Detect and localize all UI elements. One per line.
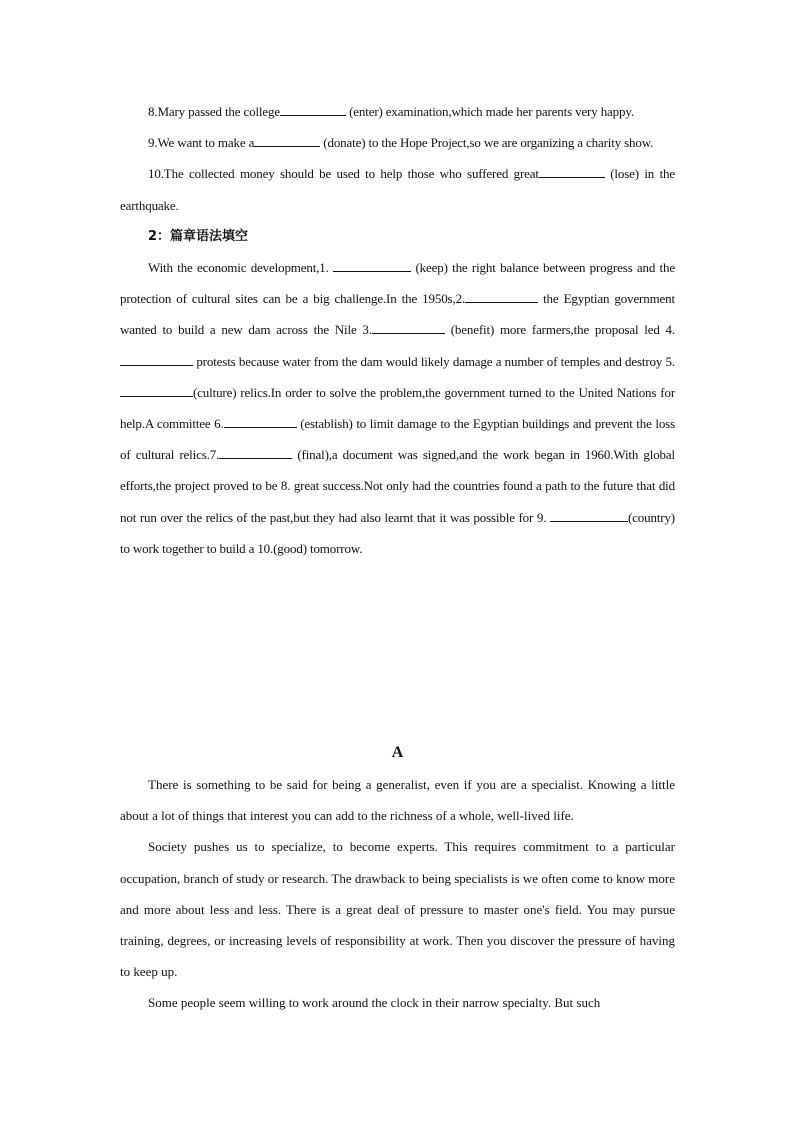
cloze-passage: With the economic development,1. (keep) the right balance between progress and the protection of cultural sites can be a big challenge.In the 1950s,2. the Egyptian government wanted to build a new dam across the Nile 3. (benefit) more farmers,the proposal led 4. protests because water from the dam would likely damage a number of temples and destroy 5.(culture) relics.In order to solve the problem,the government turned to the United Nations for help.A committee 6. (establish) to limit damage to the Egyptian buildings and prevent the loss of cultural relics.7. (final),a document was signed,and the work began in 1960.With global efforts,the project proved to be 8. great success.Not only had the countries found a path to the future that did not run over the relics of the past,but they had also learnt that it was possible for 9. (country) to work together to build a 10.(good) tomorrow. bbox=[120, 260, 675, 556]
sentence-exercise bbox=[120, 96, 675, 564]
answer-blank[interactable] bbox=[372, 321, 445, 334]
exercise-item: 10.The collected money should be used to help those who suffered great (lose) in the earthquake. bbox=[120, 166, 675, 213]
answer-blank[interactable] bbox=[539, 165, 605, 178]
section-heading: 2：篇章语法填空 bbox=[148, 228, 249, 244]
reading-paragraph: Some people seem willing to work around the clock in their narrow specialty. But such bbox=[148, 995, 601, 1011]
answer-blank[interactable] bbox=[120, 384, 193, 397]
answer-blank[interactable] bbox=[254, 134, 320, 147]
answer-blank[interactable] bbox=[465, 290, 538, 303]
exercise-item: 9.We want to make a (donate) to the Hope Project,so we are organizing a charity show. bbox=[148, 135, 654, 151]
reading-paragraph: Society pushes us to specialize, to become experts. This requires commitment to a particular occupation, branch of study or research. The drawback to being specialists is we often come to know more and more about less and less. There is a great deal of pressure to master one's field. You may pursue training, degrees, or increasing levels of responsibility at work. Then you discover the pressure of having to keep up. bbox=[120, 839, 675, 980]
reading-section-a bbox=[120, 743, 675, 1019]
section-title: A bbox=[391, 744, 404, 761]
answer-blank[interactable] bbox=[550, 509, 628, 522]
answer-blank[interactable] bbox=[280, 103, 346, 116]
answer-blank[interactable] bbox=[224, 415, 297, 428]
exercise-item: 8.Mary passed the college (enter) examination,which made her parents very happy. bbox=[148, 104, 634, 119]
answer-blank[interactable] bbox=[120, 353, 193, 366]
answer-blank[interactable] bbox=[333, 259, 411, 272]
reading-paragraph: There is something to be said for being a generalist, even if you are a specialist. Knowing a little about a lot of things that interest you can add to the richness of a whole, well-lived life. bbox=[120, 777, 675, 824]
answer-blank[interactable] bbox=[219, 446, 292, 459]
